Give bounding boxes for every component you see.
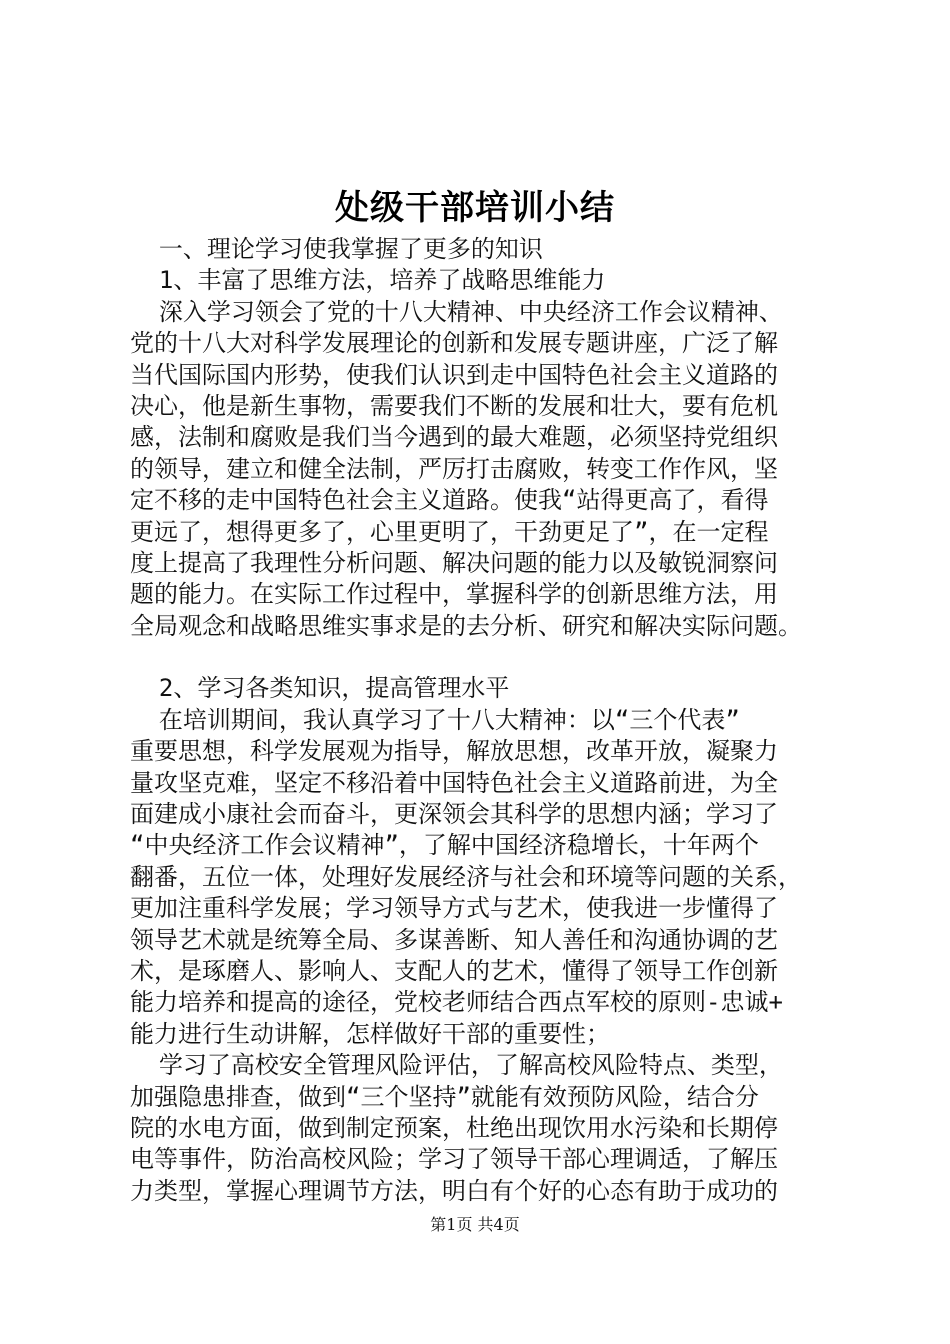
body-line: 力类型，掌握心理调节方法，明白有个好的心态有助于成功的 — [130, 1176, 778, 1205]
body-line: 电等事件，防治高校风险；学习了领导干部心理调适，了解压 — [130, 1145, 778, 1174]
body-line: 度上提高了我理性分析问题、解决问题的能力以及敏锐洞察问 — [130, 548, 778, 577]
body-line: 加强隐患排查，做到“三个坚持”就能有效预防风险，结合分 — [130, 1082, 759, 1111]
body-line: 领导艺术就是统筹全局、多谋善断、知人善任和沟通协调的艺 — [130, 925, 778, 954]
body-line: 术，是琢磨人、影响人、支配人的艺术，懂得了领导工作创新 — [130, 956, 778, 985]
body-line: 更加注重科学发展；学习领导方式与艺术，使我进一步懂得了 — [130, 894, 778, 923]
body-line: 量攻坚克难，坚定不移沿着中国特色社会主义道路前进，为全 — [130, 768, 778, 797]
body-line: 一、理论学习使我掌握了更多的知识 — [130, 235, 543, 263]
body-line: 党的十八大对科学发展理论的创新和发展专题讲座，广泛了解 — [130, 329, 778, 358]
body-line: 2、学习各类知识，提高管理水平 — [130, 674, 510, 703]
body-line: 当代国际国内形势，使我们认识到走中国特色社会主义道路的 — [130, 360, 778, 389]
body-line: 在培训期间，我认真学习了十八大精神：以“三个代表” — [130, 705, 740, 734]
paragraph-block-1 — [130, 234, 850, 642]
paragraph-spacer — [130, 642, 850, 673]
body-line: 感，法制和腐败是我们当今遇到的最大难题，必须坚持党组织 — [130, 423, 778, 452]
body-line: 决心，他是新生事物，需要我们不断的发展和壮大，要有危机 — [130, 391, 778, 420]
body-line: 题的能力。在实际工作过程中，掌握科学的创新思维方法，用 — [130, 580, 778, 609]
paragraph-block-2 — [130, 673, 850, 1207]
body-line: 能力培养和提高的途径，党校老师结合西点军校的原则-忠诚+ — [130, 988, 783, 1017]
body-line: 面建成小康社会而奋斗，更深领会其科学的思想内涵；学习了 — [130, 800, 778, 829]
body-line: 深入学习领会了党的十八大精神、中央经济工作会议精神、 — [130, 297, 783, 326]
body-line: 院的水电方面，做到制定预案，杜绝出现饮用水污染和长期停 — [130, 1113, 778, 1142]
page-footer: 第1页 共4页 — [430, 1215, 520, 1234]
body-line: 学习了高校安全管理风险评估，了解高校风险特点、类型， — [130, 1051, 783, 1080]
body-line: 更远了，想得更多了，心里更明了，干劲更足了”，在一定程 — [130, 517, 769, 546]
body-line: 全局观念和战略思维实事求是的去分析、研究和解决实际问题。 — [130, 611, 802, 640]
body-line: 翻番，五位一体，处理好发展经济与社会和环境等问题的关系， — [130, 862, 802, 891]
document-body — [130, 234, 850, 1207]
body-line: “中央经济工作会议精神”，了解中国经济稳增长，十年两个 — [130, 831, 759, 860]
body-line: 1、丰富了思维方法，培养了战略思维能力 — [130, 266, 606, 295]
body-line: 能力进行生动讲解，怎样做好干部的重要性； — [130, 1019, 610, 1048]
document-title: 处级干部培训小结 — [335, 188, 615, 228]
body-line: 定不移的走中国特色社会主义道路。使我“站得更高了，看得 — [130, 486, 769, 515]
body-line: 重要思想，科学发展观为指导，解放思想，改革开放，凝聚力 — [130, 737, 778, 766]
body-line: 的领导，建立和健全法制，严厉打击腐败，转变工作作风，坚 — [130, 454, 778, 483]
